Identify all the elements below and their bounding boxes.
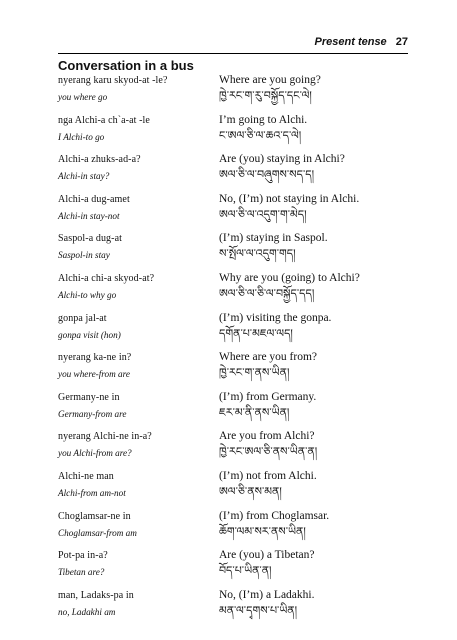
conversation-row [58, 115, 410, 155]
conversation-row [58, 75, 410, 115]
gloss: you where-from are [58, 369, 130, 380]
transliteration: Alchi-a dug-amet [58, 193, 130, 205]
gloss: Alchi-in stay? [58, 171, 110, 182]
gloss: Germany-from are [58, 408, 127, 419]
conversation-row [58, 154, 410, 194]
tibetan-script: ཁྱེ་རང་ག་རུ་བསྐྱོད་དང་ལེ། [219, 89, 312, 102]
english-translation: (I’m) from Choglamsar. [219, 509, 330, 522]
page-number: 27 [395, 36, 408, 48]
tibetan-script: ཁྱེ་རང་ག་ནས་ཡིན། [219, 366, 290, 380]
running-header [58, 36, 408, 50]
tibetan-script: ཨལ་ཅི་ལ་བཞུགས་སད་ད། [219, 168, 315, 182]
transliteration: Alchi-a chi-a skyod-at? [58, 272, 155, 284]
tibetan-script: ཁྱེ་རང་ཨལ་ཅི་ནས་ཡིན་ན། [219, 445, 318, 459]
english-translation: Are (you) a Tibetan? [219, 549, 315, 562]
tibetan-script: ཨལ་ཅི་ལ་ཅི་ལ་བསྐྱོད་དད། [219, 286, 315, 300]
conversation-row [58, 431, 410, 471]
transliteration: Choglamsar-ne in [58, 510, 131, 522]
gloss: Alchi-in stay-not [58, 210, 120, 221]
conversation-row [58, 471, 410, 511]
tibetan-script: ཇར་མ་ནི་ནས་ཡིན། [219, 405, 290, 419]
conversation-row [58, 511, 410, 551]
gloss: I Alchi-to go [58, 131, 105, 142]
english-translation: No, (I’m) a Ladakhi. [219, 588, 315, 601]
gloss: gonpa visit (hon) [58, 329, 121, 340]
transliteration: Germany-ne in [58, 391, 120, 403]
conversation-list [58, 75, 410, 629]
conversation-row [58, 392, 410, 432]
english-translation: I’m going to Alchi. [219, 113, 308, 126]
transliteration: man, Ladaks-pa in [58, 589, 134, 601]
gloss: Alchi-from am-not [58, 487, 126, 498]
english-translation: Are (you) staying in Alchi? [219, 153, 345, 166]
transliteration: nyerang Alchi-ne in-a? [58, 431, 152, 443]
tibetan-script: བོད་པ་ཡིན་ན། [219, 564, 272, 578]
conversation-row [58, 550, 410, 590]
conversation-row [58, 273, 410, 313]
gloss: Choglamsar-from am [58, 527, 137, 538]
english-translation: Are you from Alchi? [219, 430, 315, 443]
transliteration: Alchi-a zhuks-ad-a? [58, 154, 141, 166]
tibetan-script: ང་ཨལ་ཅི་ལ་ཆའ་ད་ལེ། [219, 128, 302, 142]
conversation-row [58, 590, 410, 630]
gloss: Tibetan are? [58, 567, 105, 578]
english-translation: Where are you going? [219, 74, 321, 86]
conversation-row [58, 352, 410, 392]
tibetan-script: ས་སྤོལ་ལ་འདུག་གད། [219, 247, 296, 261]
transliteration: nyerang ka-ne in? [58, 352, 132, 364]
transliteration: nga Alchi-a ch`a-at -le [58, 114, 150, 126]
tibetan-script: ཆོག་ལམ་སར་ནས་ཡིན། [219, 524, 306, 538]
english-translation: No, (I’m) not staying in Alchi. [219, 192, 360, 205]
header-rule [58, 53, 408, 54]
gloss: you Alchi-from are? [58, 448, 132, 459]
tibetan-script: ཨལ་ཅི་ནས་མན། [219, 484, 282, 498]
english-translation: (I’m) staying in Saspol. [219, 232, 328, 245]
english-translation: Why are you (going) to Alchi? [219, 271, 360, 284]
gloss: Alchi-to why go [58, 289, 117, 300]
gloss: no, Ladakhi am [58, 606, 116, 617]
conversation-row [58, 313, 410, 353]
tibetan-script: ཨལ་ཅི་ལ་འདུག་ག་མེད། [219, 207, 307, 221]
tibetan-script: མན་ལ་དྭགས་པ་ཡིན། [219, 603, 298, 617]
english-translation: (I’m) visiting the gonpa. [219, 311, 332, 324]
english-translation: (I’m) from Germany. [219, 390, 317, 403]
chapter-title: Present tense [314, 36, 387, 48]
transliteration: gonpa jal-at [58, 312, 107, 324]
gloss: you where go [58, 92, 108, 102]
english-translation: (I’m) not from Alchi. [219, 469, 317, 482]
gloss: Saspol-in stay [58, 250, 110, 261]
tibetan-script: དགོན་པ་མཇལ་ལད། [219, 326, 293, 340]
transliteration: Alchi-ne man [58, 470, 114, 482]
english-translation: Where are you from? [219, 351, 318, 364]
transliteration: Saspol-a dug-at [58, 233, 122, 245]
conversation-row [58, 194, 410, 234]
section-title: Conversation in a bus [58, 58, 194, 73]
transliteration: nyerang karu skyod-at -le? [58, 75, 168, 86]
transliteration: Pot-pa in-a? [58, 550, 108, 562]
conversation-row [58, 233, 410, 273]
